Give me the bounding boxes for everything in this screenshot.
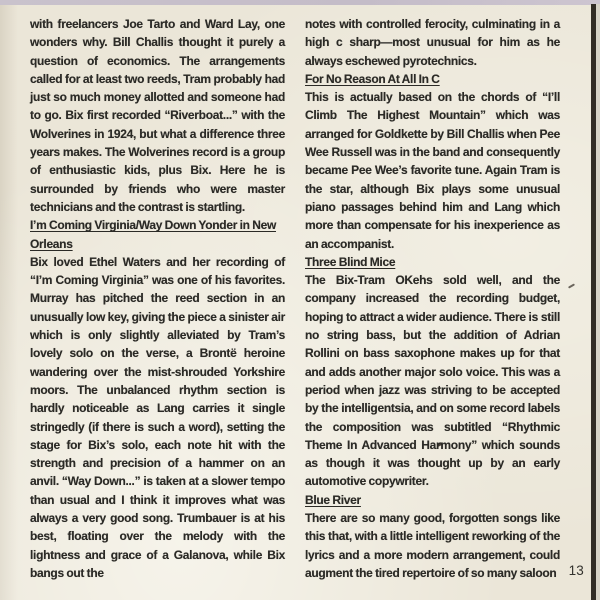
page-number: 13 <box>568 563 584 578</box>
body-paragraph: Bix loved Ethel Waters and her recording of “I’m Coming Virginia” was one of his favorites. Murray has pitched the reed section in an unusually low key, giving the piece a sinister air which is only slightly alleviated by Tram’s lovely solo on the verse, a Brontë heroine wandering over the mist-shrouded Yorkshire moors. The unbalanced rhythm section is hardly noticeable as Lang carries it single stringedly (if there is such a word), setting the stage for Bix’s solo, each note hit with the strength and precision of a hammer on an anvil. “Way Down...” is taken at a slower tempo than usual and I think it improves what was always a very good song. Trumbauer is at his best, floating over the melody with the lightness and grace of a Galanova, while Bix bangs out the <box>30 254 285 580</box>
text-columns <box>30 15 560 582</box>
track-heading: For No Reason At All In C <box>305 71 440 86</box>
right-column <box>305 15 560 582</box>
scan-speck <box>568 283 575 288</box>
body-paragraph: with freelancers Joe Tarto and Ward Lay, one wonders why. Bill Challis thought it purely a question of economics. The arrangements called for at least two reeds, Tram probably had just so much money allotted and someone had to go. Bix first recorded “Riverboat...” with the Wolverines in 1924, but what a difference three years makes. The Wolverines record is a group of enthusiastic kids, plus Bix. Here he is surrounded by friends who were master technicians and the contrast is startling. <box>30 17 285 214</box>
body-paragraph: There are so many good, forgotten songs like this that, with a little intelligent reworking of the lyrics and a more modern arrangement, could augment the tired repertoire of so many saloon <box>305 511 560 580</box>
left-column <box>30 15 285 582</box>
track-heading: Blue River <box>305 492 361 507</box>
body-paragraph: This is actually based on the chords of “I’ll Climb The Highest Mountain” which was arranged for Goldkette by Bill Challis when Pee Wee Russell was in the band and consequently became Pee Wee’s favorite tune. Again Tram is the star, although Bix plays some unusual piano passages behind him and Lang which more than compensate for his inexperience as an accompanist. <box>305 90 560 251</box>
body-paragraph: The Bix-Tram OKehs sold well, and the company increased the recording budget, hoping to attract a wider audience. There is still no string bass, but the addition of Adrian Rollini on bass saxophone makes up for that and adds another major solo voice. This was a period when jazz was striving to be accepted by the intelligentsia, and on some record labels the composition was subtitled “Rhythmic Theme In Advanced Harmony” which sounds as though it was thought up by an early automotive copywriter. <box>305 273 560 489</box>
body-paragraph: notes with controlled ferocity, culminating in a high c sharp—most unusual for him as he always eschewed pyrotechnics. <box>305 17 560 68</box>
scan-edge-right <box>596 4 600 600</box>
scan-edge-top <box>0 0 600 5</box>
track-heading: I’m Coming Virginia/Way Down Yonder in New Orleans <box>30 218 276 251</box>
track-heading: Three Blind Mice <box>305 254 396 269</box>
